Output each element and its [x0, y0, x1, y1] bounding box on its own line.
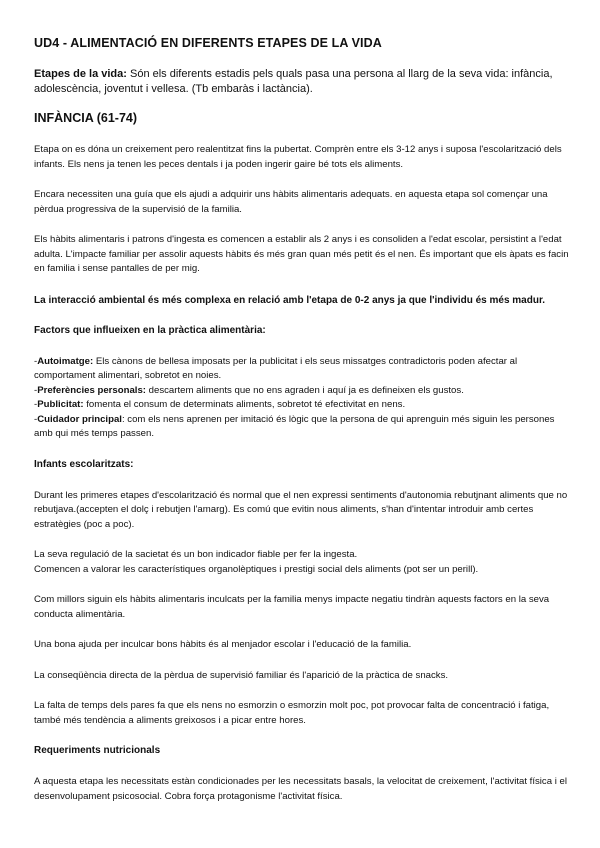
factor-term: Cuidador principal — [37, 413, 122, 425]
factors-heading: Factors que influeixen en la pràctica alimentària: — [34, 324, 266, 336]
school-paragraph-1: Durant les primeres etapes d'escolarització és normal que el nen expressi sentiments d'autonomia rebutjnant aliments que no rebutjava.(accepten el dolç i rebutjen l'amarg). Es comú que evitin nous aliments, s'han d'intentar introduir amb certes estratègies (poc a poc). — [34, 489, 568, 530]
factor-text: Els cànons de bellesa imposats per la publicitat i els seus missatges contradictoris poden afectar al comportament alimentari, sobretot en noies. — [34, 355, 518, 381]
definition-text: Són els diferents estadis pels quals pasa una persona al llarg de la seva vida: infància, adolescència, joventut i vellesa. (Tb embaràs i lactància). — [34, 68, 553, 95]
school-paragraph-3: Com millors siguin els hàbits alimentaris inculcats per la familia menys impacte negatiu tindràn aquests factors en la seva conducta alimentària. — [34, 594, 550, 620]
factor-term: Preferències personals: — [37, 384, 146, 396]
factor-term: Publicitat: — [37, 399, 84, 410]
paragraph-2: Encara necessiten una guía que els ajudi a adquirir uns hàbits alimentaris adequats. en aquesta etapa sol començar una pèrdua progressiva de la supervisió de la familia. — [34, 189, 548, 215]
school-paragraph-5: La conseqüència directa de la pèrdua de supervisió familiar és l'aparició de la pràctica de snacks. — [34, 669, 449, 681]
school-paragraph-2b: Comencen a valorar les característiques organolèptiques i prestigi social dels aliments (pot ser un perill). — [34, 563, 479, 575]
document-content — [34, 36, 570, 820]
paragraph-3: Els hàbits alimentaris i patrons d'ingesta es comencen a establir als 2 anys i es consoliden a l'edat escolar, persistint a l'edat adulta. L'impacte familiar per assolir aquests hàbits és més gran quan més petit és el nen. És important que els àpats es facin en familia i sense pantalles de per mig. — [34, 234, 569, 274]
school-paragraph-2a: La seva regulació de la sacietat és un bon indicador fiable per fer la ingesta. — [34, 549, 358, 560]
school-heading: Infants escolaritzats: — [34, 458, 134, 470]
school-paragraph-6: La falta de temps dels pares fa que els nens no esmorzin o esmorzin molt poc, pot provocar falta de concentració i fatiga, també més tendència a aliments greixosos i a picar entre hores. — [34, 700, 550, 726]
factor-item: -Preferències personals: descartem aliments que no ens agraden i aquí ja es defineixen els gustos. — [34, 384, 464, 396]
life-stages-definition — [34, 67, 570, 97]
highlight-paragraph: La interacció ambiental és més complexa en relació amb l'etapa de 0-2 anys ja que l'individu és més madur. — [34, 294, 546, 306]
section-title: INFÀNCIA (61-74) — [34, 111, 138, 125]
paragraph-1: Etapa on es dóna un creixement pero realentitzat fins la pubertat. Comprèn entre els 3-12 anys i suposa l'escolarització dels infants. Els nens ja tenen les peces dentals i ja poden ingerir gaire bé tots els aliments. — [34, 144, 562, 170]
factor-item: -Autoimatge: Els cànons de bellesa imposats per la publicitat i els seus missatges contradictoris poden afectar al comportament alimentari, sobretot en noies. — [34, 355, 518, 381]
school-paragraph-4: Una bona ajuda per inculcar bons hàbits és al menjador escolar i l'educació de la familia. — [34, 639, 412, 650]
requirements-heading: Requeriments nutricionals — [34, 745, 161, 756]
document-title: UD4 - ALIMENTACIÓ EN DIFERENTS ETAPES DE LA VIDA — [34, 36, 382, 50]
factor-item: -Publicitat: fomenta el consum de determinats aliments, sobretot té efectivitat en nens. — [34, 399, 406, 410]
factor-text: fomenta el consum de determinats aliments, sobretot té efectivitat en nens. — [83, 399, 406, 410]
definition-term: Etapes de la vida: — [34, 68, 127, 80]
factor-term: Autoimatge: — [37, 355, 94, 367]
factor-text: descartem aliments que no ens agraden i aquí ja es defineixen els gustos. — [146, 384, 464, 396]
requirements-paragraph: A aquesta etapa les necessitats estàn condicionades per les necessitats basals, la velocitat de creixement, l'activitat física i el desenvolupament psicosocial. Cobra força protagonisme l'activitat física. — [34, 776, 567, 802]
factor-text: : com els nens aprenen per imitació és lògic que la persona de qui aprenguin més siguin les persones amb qui més temps passen. — [34, 413, 555, 439]
factor-item: -Cuidador principal: com els nens aprenen per imitació és lògic que la persona de qui aprenguin més siguin les persones amb qui més temps passen. — [34, 413, 555, 439]
factors-list — [34, 355, 570, 442]
